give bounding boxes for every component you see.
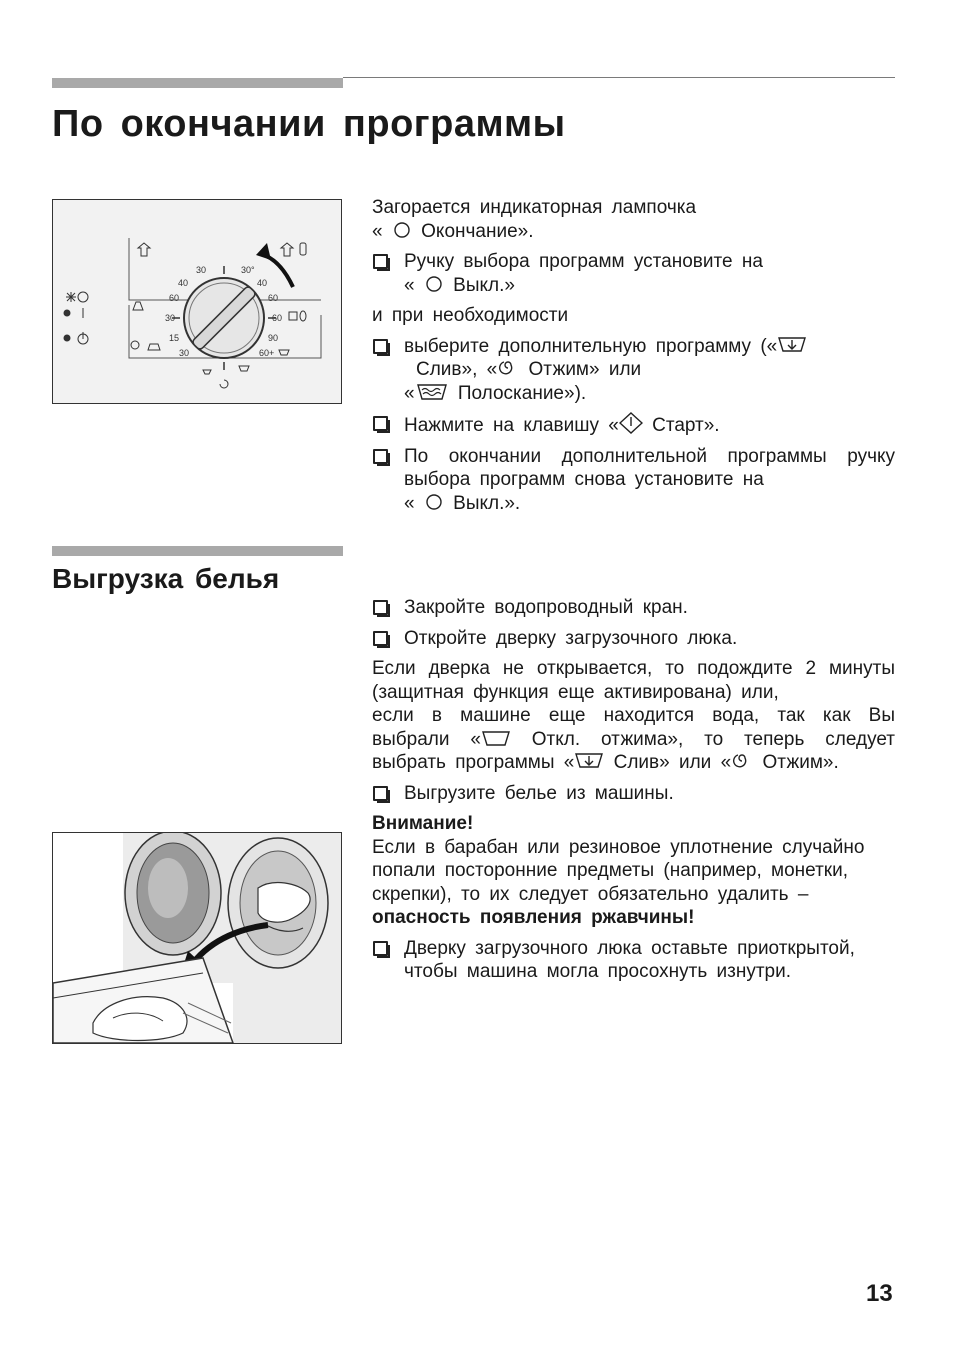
door-locked-paragraph: Если дверка не открывается, то подождите 2 минуты (защитная функция еще активирована) или, bbox=[372, 658, 895, 703]
section2-title: Выгрузка белья bbox=[52, 563, 280, 594]
washing-machine-drawing bbox=[53, 833, 341, 1043]
checkbox-bullet-icon bbox=[373, 339, 388, 354]
list-item: Нажмите на клавишу « Старт». bbox=[372, 412, 895, 438]
no-spin-icon bbox=[481, 730, 511, 748]
section1-body bbox=[372, 196, 895, 522]
section2-header-bar bbox=[52, 546, 343, 556]
dial-label-30-low: 30 bbox=[179, 348, 190, 358]
dial-label-40-left: 40 bbox=[178, 278, 189, 288]
water-remaining-paragraph: если в машине еще находится вода, так как Вы выбрали « Откл. отжима», то теперь следует выбрать программы « Слив» или « Отжим». bbox=[372, 705, 895, 773]
list-item: Дверку загрузочного люка оставьте приоткрытой, чтобы машина могла просохнуть изнутри. bbox=[372, 937, 895, 984]
dial-label-60-left: 60 bbox=[169, 293, 180, 303]
list-item: По окончании дополнительной программы ручку выбора программ снова установите на « Выкл.». bbox=[372, 445, 895, 516]
indicator-paragraph: Загорается индикаторная лампочка « Окончание». bbox=[372, 197, 697, 242]
list-item: выберите дополнительную программу (« Слив», « Отжим» или « Полоскание»). bbox=[372, 335, 895, 406]
section1-header-rule bbox=[343, 77, 895, 78]
attention-block bbox=[372, 812, 895, 930]
checkbox-bullet-icon bbox=[373, 254, 388, 269]
section1-header-bar bbox=[52, 78, 343, 88]
checkbox-bullet-icon bbox=[373, 600, 388, 615]
optional-note: и при необходимости bbox=[372, 305, 569, 326]
section1-title: По окончании программы bbox=[52, 103, 566, 145]
checkbox-bullet-icon bbox=[373, 416, 388, 431]
control-panel-figure bbox=[52, 199, 342, 404]
checkbox-bullet-icon bbox=[373, 941, 388, 956]
indicator-line: Загорается индикаторная лампочка bbox=[372, 197, 697, 218]
drain-icon bbox=[777, 335, 807, 355]
end-label: Окончание». bbox=[421, 220, 534, 242]
circle-off-icon bbox=[424, 494, 444, 512]
circle-off-icon bbox=[424, 276, 444, 294]
checkbox-bullet-icon bbox=[373, 449, 388, 464]
dial-label-30-right: 30° bbox=[241, 265, 255, 275]
spin-icon bbox=[497, 358, 519, 378]
list-item: Закройте водопроводный кран. bbox=[372, 596, 895, 620]
attention-warning: опасность появления ржавчины! bbox=[372, 907, 695, 928]
attention-title: Внимание! bbox=[372, 813, 474, 834]
unloading-illustration bbox=[52, 832, 342, 1044]
page-number: 13 bbox=[866, 1280, 893, 1307]
list-item: Выгрузите белье из машины. bbox=[372, 782, 895, 806]
attention-text: Если в барабан или резиновое уплотнение случайно попали посторонние предметы (например, монетки, скрепки), то их следует обязательно удалить – bbox=[372, 836, 865, 905]
dial-label-60-mid: 60 bbox=[272, 313, 283, 323]
drain-icon bbox=[574, 751, 604, 771]
dial-label-30-mid: 30 bbox=[165, 313, 176, 323]
rinse-icon bbox=[415, 382, 449, 402]
dial-label-15: 15 bbox=[169, 333, 180, 343]
list-item: Откройте дверку загрузочного люка. bbox=[372, 627, 895, 651]
program-dial-illustration bbox=[53, 200, 341, 403]
spin-icon bbox=[731, 751, 753, 771]
dial-label-30-left: 30 bbox=[196, 265, 207, 275]
section2-body bbox=[372, 596, 895, 991]
list-item: Ручку выбора программ установите на « Выкл.» bbox=[372, 250, 895, 297]
dial-label-60-right: 60 bbox=[268, 293, 279, 303]
checkbox-bullet-icon bbox=[373, 631, 388, 646]
dial-label-40-right: 40 bbox=[257, 278, 268, 288]
start-button-icon bbox=[619, 412, 643, 434]
circle-end-icon bbox=[392, 222, 412, 240]
dial-label-90: 90 bbox=[268, 333, 279, 343]
checkbox-bullet-icon bbox=[373, 786, 388, 801]
dial-label-60plus: 60+ bbox=[259, 348, 275, 358]
